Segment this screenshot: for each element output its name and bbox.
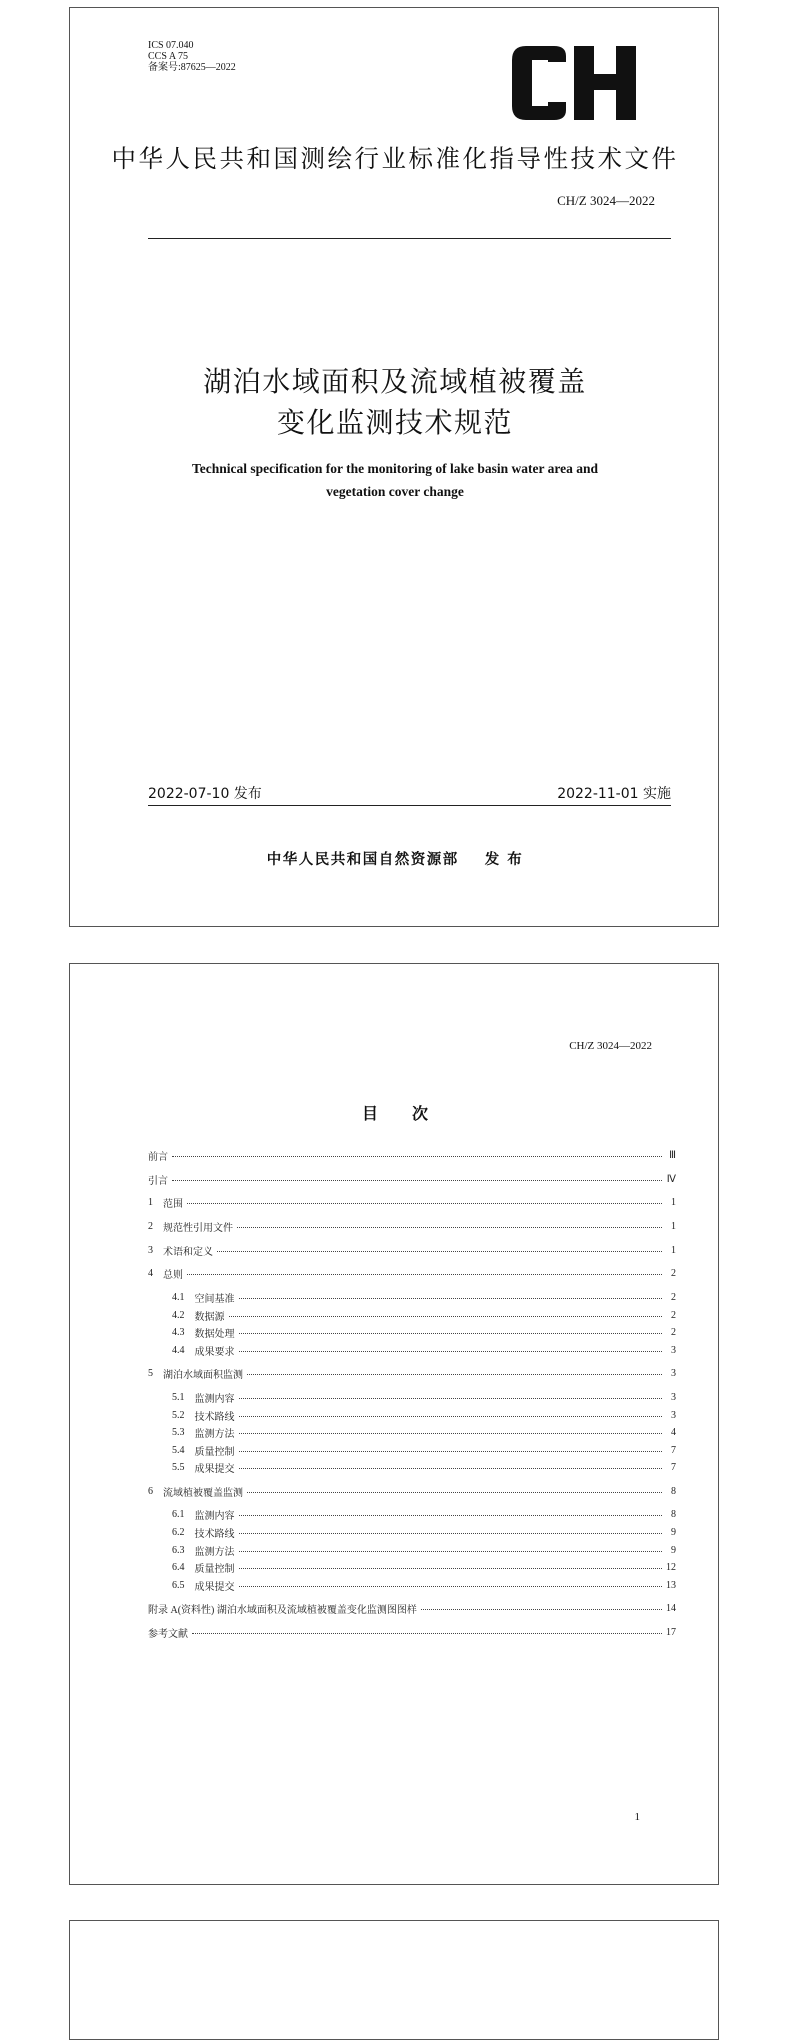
toc-leader-dots [239,1397,663,1399]
english-title-line1: Technical specification for the monitoring of lake basin water area and [192,461,598,476]
main-title-line2: 变化监测技术规范 [276,406,513,439]
toc-entry-page: 1 [671,1196,676,1208]
toc-entry-label: 成果要求 [194,1346,235,1358]
toc-entry-page: Ⅳ [666,1173,676,1185]
toc-entry-label: 监测内容 [194,1510,235,1522]
toc-entry[interactable] [172,1424,676,1440]
toc-entry[interactable] [148,1600,676,1616]
ccs-code: CCS A 75 [148,51,189,62]
toc-entry[interactable] [172,1407,676,1423]
toc-entry-page: 9 [671,1526,676,1538]
toc-leader-dots [237,1226,662,1228]
toc-entry-number: 5.3 [172,1426,185,1438]
toc-entry-number: 4.1 [172,1291,185,1303]
cover-page [69,7,719,927]
toc-entry[interactable] [148,1265,676,1281]
standard-code: CH/Z 3024—2022 [557,193,655,208]
toc-entry-number: 6.4 [172,1561,185,1573]
toc-entry-label: 质量控制 [194,1563,235,1575]
toc-entry-page: 3 [671,1409,676,1421]
toc-entry[interactable] [148,1218,676,1234]
toc-entry-label: 数据处理 [194,1328,235,1340]
release-date: 2022-07-10 发布 [148,786,262,802]
toc-entry-label: 监测内容 [194,1393,235,1405]
page-number: 1 [634,1811,640,1823]
toc-entry-number: 6.1 [172,1508,185,1520]
next-page [69,1920,719,2040]
toc-entry[interactable] [148,1365,676,1381]
toc-leader-dots [187,1273,662,1275]
toc-leader-dots [239,1332,663,1334]
toc-leader-dots [421,1608,662,1610]
toc-entry-label: 总则 [163,1269,183,1281]
toc-entry-label: 监测方法 [194,1428,235,1440]
toc-entry-label: 湖泊水域面积监测 [163,1369,243,1381]
toc-entry-label: 技术路线 [194,1528,235,1540]
toc-entry-page: 2 [671,1326,676,1338]
toc-entry[interactable] [172,1459,676,1475]
toc-entry-page: 13 [666,1579,676,1591]
toc-entry[interactable] [172,1342,676,1358]
svg-text:CH: CH [510,44,512,45]
toc-entry[interactable] [172,1324,676,1340]
toc-entry-number: 5 [148,1367,153,1379]
toc-leader-dots [239,1450,663,1452]
footer-rule [148,805,671,806]
toc-entry-label: 监测方法 [194,1546,235,1558]
toc-entry-label: 前言 [148,1151,168,1163]
toc-title-char1: 目 [361,1104,378,1123]
toc-entry-number: 4 [148,1267,153,1279]
toc-entry-label: 引言 [148,1175,168,1187]
toc-entry-page: 2 [671,1309,676,1321]
filing-number: 备案号:87625—2022 [148,62,236,73]
toc-entry-page: 7 [671,1461,676,1473]
toc-entry[interactable] [172,1389,676,1405]
toc-leader-dots [239,1432,663,1434]
toc-entry[interactable] [172,1307,676,1323]
toc-leader-dots [239,1467,663,1469]
english-title-line2: vegetation cover change [326,484,464,499]
toc-leader-dots [247,1373,662,1375]
toc-entry-label: 质量控制 [194,1446,235,1458]
toc-entry-page: 14 [666,1602,676,1614]
toc-entry-label: 规范性引用文件 [163,1222,233,1234]
org-title: 中华人民共和国测绘行业标准化指导性技术文件 [111,144,679,173]
toc-leader-dots [239,1532,663,1534]
toc-entry-page: 8 [671,1508,676,1520]
toc-entry-page: 17 [666,1626,676,1638]
toc-leader-dots [187,1202,662,1204]
toc-entry-page: Ⅲ [669,1149,676,1161]
toc-entry-page: 2 [671,1291,676,1303]
toc-entry-number: 4.4 [172,1344,185,1356]
toc-entry-number: 5.4 [172,1444,185,1456]
toc-leader-dots [239,1567,663,1569]
toc-leader-dots [239,1350,663,1352]
toc-entry-number: 4.2 [172,1309,185,1321]
implementation-date: 2022-11-01 实施 [557,786,671,802]
toc-leader-dots [239,1514,663,1516]
toc-entry-page: 3 [671,1391,676,1403]
toc-leader-dots [217,1250,662,1252]
toc-entry-number: 5.5 [172,1461,185,1473]
toc-leader-dots [229,1315,663,1317]
toc-entry-page: 9 [671,1544,676,1556]
toc-entry-number: 6.2 [172,1526,185,1538]
toc-entry[interactable] [148,1483,676,1499]
toc-entry-page: 1 [671,1220,676,1232]
toc-entry[interactable] [148,1624,676,1640]
toc-entry-label: 空间基准 [194,1293,235,1305]
publisher-line [70,848,720,869]
toc-entry-label: 流域植被覆盖监测 [163,1487,243,1499]
toc-entry-number: 3 [148,1244,153,1256]
toc-entry-page: 4 [671,1426,676,1438]
toc-entry-page: 7 [671,1444,676,1456]
toc-entry-page: 3 [671,1367,676,1379]
toc-entry[interactable] [172,1289,676,1305]
toc-entry-page: 8 [671,1485,676,1497]
toc-title [70,1101,720,1124]
toc-entry[interactable] [148,1242,676,1258]
toc-entry[interactable] [172,1442,676,1458]
toc-entry-label: 参考文献 [148,1628,188,1640]
main-title-line1: 湖泊水域面积及流域植被覆盖 [203,365,587,398]
toc-leader-dots [239,1297,663,1299]
toc-leader-dots [172,1179,662,1181]
toc-title-char2: 次 [412,1104,429,1123]
toc-entry-label: 附录 A(资料性) 湖泊水域面积及流域植被覆盖变化监测图图样 [148,1604,417,1616]
toc-entry-page: 12 [666,1561,676,1573]
toc-entry[interactable] [172,1542,676,1558]
toc-entry-number: 1 [148,1196,153,1208]
toc-entry-number: 6.3 [172,1544,185,1556]
toc-entry-page: 1 [671,1244,676,1256]
toc-leader-dots [239,1585,663,1587]
toc-entry[interactable] [172,1524,676,1540]
toc-leader-dots [172,1155,662,1157]
ch-logo [510,44,640,122]
toc-entry-label: 范围 [163,1198,183,1210]
toc-leader-dots [247,1491,662,1493]
toc-entry[interactable] [172,1559,676,1575]
toc-entry-label: 成果提交 [194,1581,235,1593]
toc-entry-label: 术语和定义 [163,1246,213,1258]
toc-leader-dots [192,1632,662,1634]
toc-page [69,963,719,1885]
toc-entry[interactable] [148,1147,676,1163]
toc-entry-label: 数据源 [194,1311,225,1323]
toc-entry-page: 3 [671,1344,676,1356]
publisher-name: 中华人民共和国自然资源部 [266,852,459,868]
toc-entry[interactable] [148,1194,676,1210]
toc-entry[interactable] [172,1506,676,1522]
toc-entry-number: 5.1 [172,1391,185,1403]
toc-entry[interactable] [172,1577,676,1593]
toc-entry-number: 6 [148,1485,153,1497]
toc-entry-label: 技术路线 [194,1411,235,1423]
toc-entry-number: 6.5 [172,1579,185,1591]
toc-entry-label: 成果提交 [194,1463,235,1475]
toc-entry-number: 2 [148,1220,153,1232]
toc-entry-page: 2 [671,1267,676,1279]
toc-leader-dots [239,1550,663,1552]
publish-word: 发 布 [484,852,524,868]
header-rule [148,238,671,239]
toc-leader-dots [239,1415,663,1417]
ics-code: ICS 07.040 [148,40,194,51]
toc-entry-number: 5.2 [172,1409,185,1421]
toc-entry[interactable] [148,1171,676,1187]
standard-code: CH/Z 3024—2022 [569,1040,652,1052]
toc-entry-number: 4.3 [172,1326,185,1338]
